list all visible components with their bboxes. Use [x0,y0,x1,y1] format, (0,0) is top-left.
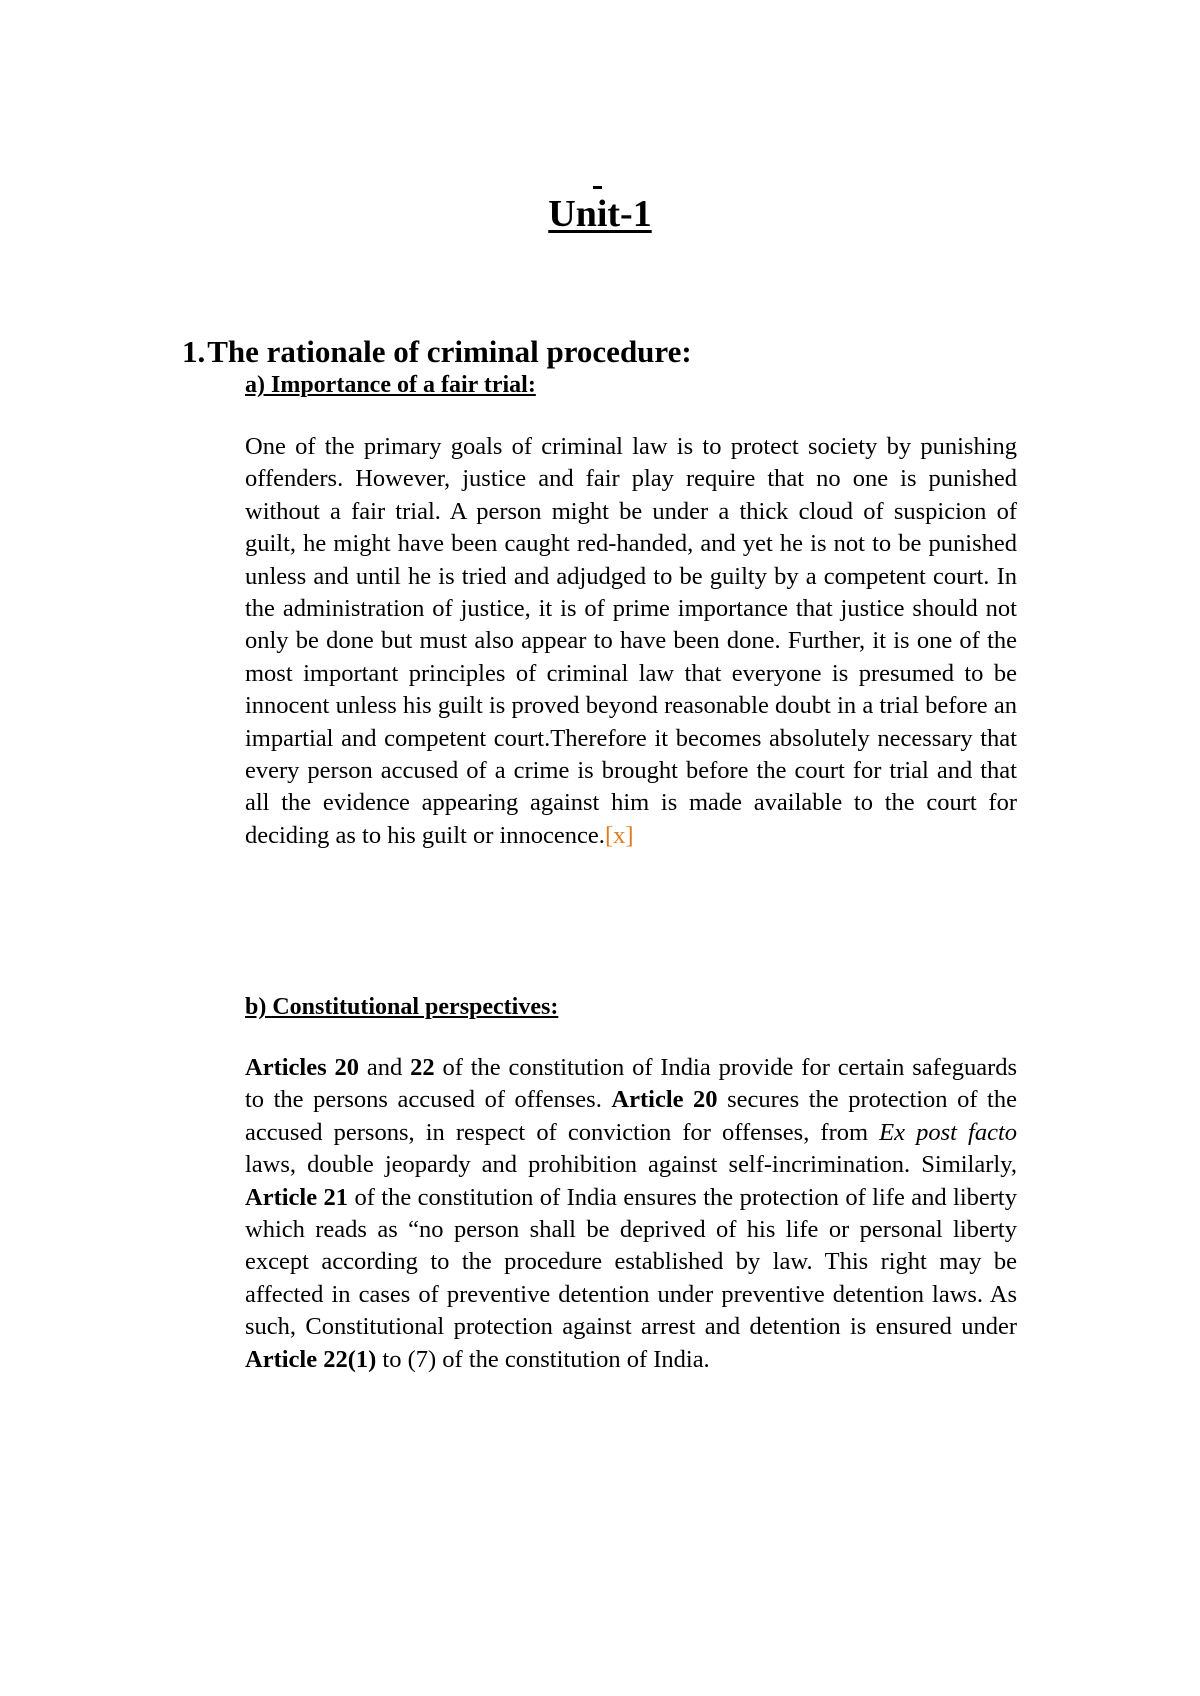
subsection-a-paragraph [245,431,1017,852]
subsection-b-heading: b) Constitutional perspectives: [245,994,559,1020]
bold-article-22: Article 22(1) [245,1345,377,1373]
unit-title: Unit-1 [548,193,652,235]
bold-articles-20: Articles 20 [245,1054,359,1081]
section-heading [182,334,692,370]
subsection-a-heading: a) Importance of a fair trial: [245,372,536,398]
paragraph-text: to (7) of the constitution of India. [376,1345,710,1373]
paragraph-text: secures the protection of the accused persons, in respect of conviction for offenses, from [245,1086,1017,1146]
paragraph-text: laws, double jeopardy and prohibition against self-incrimination. Similarly, [245,1151,1017,1179]
bold-article-20: Article 20 [611,1086,718,1114]
top-dash-mark [593,186,602,189]
subsection-b-paragraph [245,1052,1017,1376]
section-title: The rationale of criminal procedure: [207,334,692,369]
section-number: 1. [182,334,206,369]
italic-ex-post-facto: Ex post facto [879,1118,1018,1146]
paragraph-text: of the constitution of India ensures the protection of life and liberty which reads as “no person shall be deprived of his life or personal liberty except according to the procedure established by law. This right may be affected in cases of preventive detention under preventive detention laws. As such, Constitutional protection against arrest and detention is ensured under [245,1183,1017,1341]
paragraph-text: of the constitution of India provide for certain safeguards to the persons accused of offenses. [245,1054,1018,1114]
paragraph-text: and [359,1054,411,1081]
bold-article-21: Article 21 [245,1183,349,1211]
reference-link[interactable]: [x] [604,821,634,849]
paragraph-text: One of the primary goals of criminal law is to protect society by punishing offenders. However, justice and fair play require that no one is punished without a fair trial. A person might be under a thick cloud of suspicion of guilt, he might have been caught red-handed, and yet he is not to be punished unless and until he is tried and adjudged to be guilty by a competent court. In the administration of justice, it is of prime importance that justice should not only be done but must also appear to have been done. Further, it is one of the most important principles of criminal law that everyone is presumed to be innocent unless his guilt is proved beyond reasonable doubt in a trial before an impartial and competent court.Therefore it becomes absolutely necessary that every person accused of a crime is brought before the court for trial and that all the evidence appearing against him is made available to the court for deciding as to his guilt or innocence. [245,433,1017,849]
bold-22: 22 [410,1054,435,1081]
